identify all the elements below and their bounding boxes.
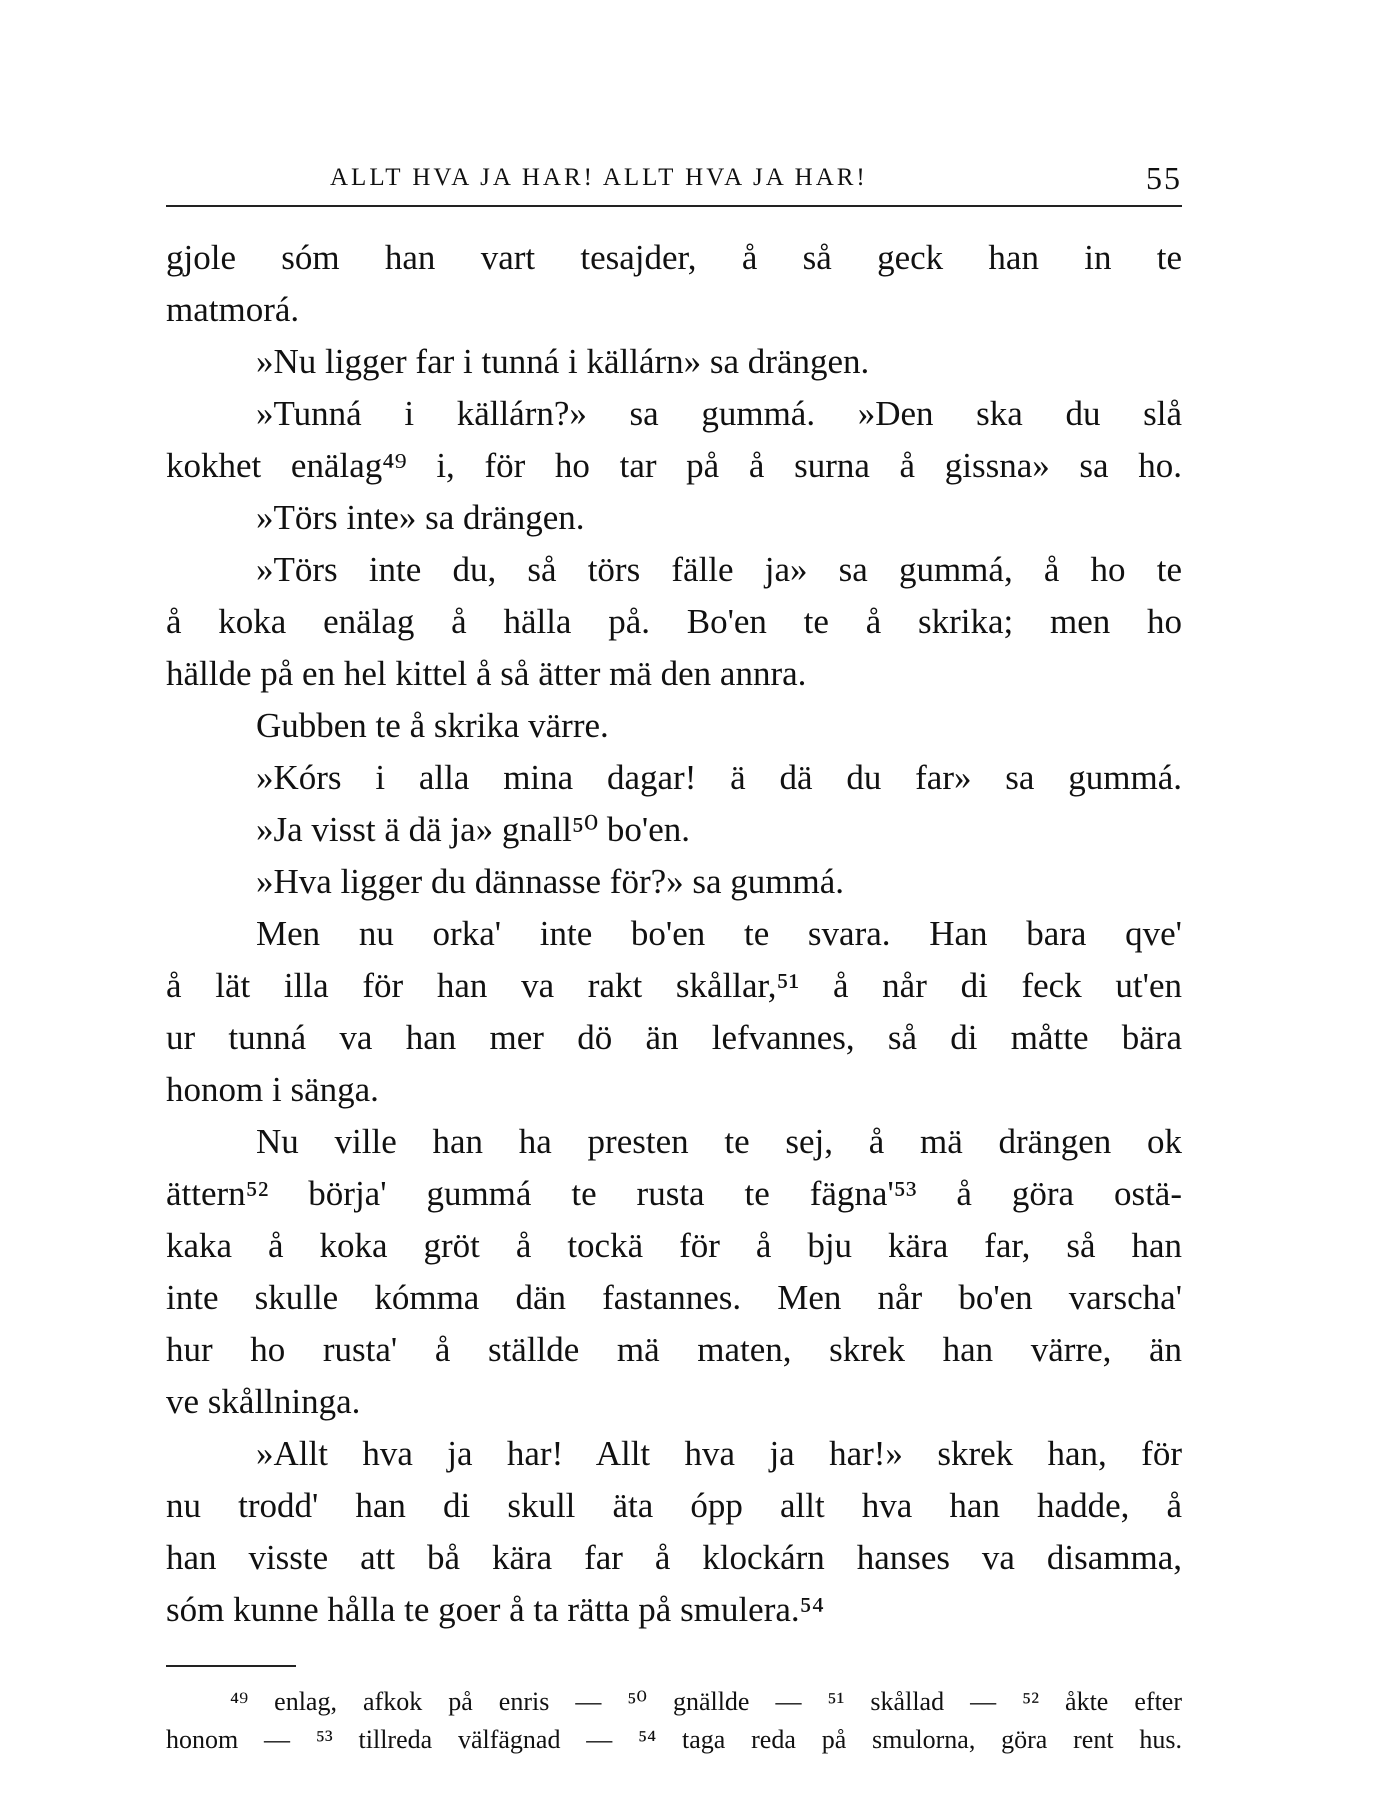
- footnotes: [166, 1683, 1182, 1759]
- text-line: ve skållninga.: [166, 1382, 361, 1421]
- footnote-line: honom — ⁵³ tillreda välfägnad — ⁵⁴ taga reda på smulorna, göra rent hus.: [166, 1725, 1182, 1754]
- text-line: ättern⁵² börja' gummá te rusta te fägna'⁵³ å göra ostä-: [166, 1174, 1182, 1213]
- footnote-line: ⁴⁹ enlag, afkok på enris — ⁵⁰ gnällde — ⁵¹ skållad — ⁵² åkte efter: [230, 1687, 1182, 1716]
- text-line: sóm kunne hålla te goer å ta rätta på smulera.⁵⁴: [166, 1590, 825, 1629]
- text-line: »Kórs i alla mina dagar! ä dä du far» sa gummá.: [256, 758, 1182, 797]
- text-line: Men nu orka' inte bo'en te svara. Han bara qve': [256, 914, 1182, 953]
- text-line: hällde på en hel kittel å så ätter mä den annra.: [166, 654, 807, 693]
- text-line: å lät illa för han va rakt skållar,⁵¹ å når di feck ut'en: [166, 966, 1182, 1005]
- footnote-rule: [166, 1665, 296, 1667]
- text-line: »Ja visst ä dä ja» gnall⁵⁰ bo'en.: [256, 810, 690, 849]
- page-header: [166, 156, 1182, 200]
- text-line: »Törs inte» sa drängen.: [256, 498, 585, 537]
- text-line: kokhet enälag⁴⁹ i, för ho tar på å surna å gissna» sa ho.: [166, 446, 1182, 485]
- text-line: »Tunná i källárn?» sa gummá. »Den ska du slå: [256, 394, 1182, 433]
- text-line: »Törs inte du, så törs fälle ja» sa gummá, å ho te: [256, 550, 1182, 589]
- text-line: han visste att bå kära far å klockárn hanses va disamma,: [166, 1538, 1182, 1577]
- text-line: inte skulle kómma dän fastannes. Men når bo'en varscha': [166, 1278, 1182, 1317]
- text-line: hur ho rusta' å ställde mä maten, skrek han värre, än: [166, 1330, 1182, 1369]
- text-line: å koka enälag å hälla på. Bo'en te å skrika; men ho: [166, 602, 1182, 641]
- running-title: ALLT HVA JA HAR! ALLT HVA JA HAR!: [330, 164, 868, 191]
- body-text: [166, 232, 1182, 1636]
- text-line: Nu ville han ha presten te sej, å mä drängen ok: [256, 1122, 1182, 1161]
- text-line: nu trodd' han di skull äta ópp allt hva han hadde, å: [166, 1486, 1182, 1525]
- page-number: 55: [1146, 160, 1182, 196]
- text-line: »Nu ligger far i tunná i källárn» sa drängen.: [256, 342, 870, 381]
- text-line: matmorá.: [166, 290, 300, 329]
- text-line: gjole sóm han vart tesajder, å så geck han in te: [166, 238, 1182, 277]
- text-line: ur tunná va han mer dö än lefvannes, så di måtte bära: [166, 1018, 1182, 1057]
- text-line: kaka å koka gröt å tockä för å bju kära far, så han: [166, 1226, 1182, 1265]
- header-rule: [166, 205, 1182, 207]
- text-line: honom i sänga.: [166, 1070, 379, 1109]
- text-line: »Hva ligger du dännasse för?» sa gummá.: [256, 862, 845, 901]
- text-line: »Allt hva ja har! Allt hva ja har!» skrek han, för: [256, 1434, 1182, 1473]
- text-line: Gubben te å skrika värre.: [256, 706, 609, 745]
